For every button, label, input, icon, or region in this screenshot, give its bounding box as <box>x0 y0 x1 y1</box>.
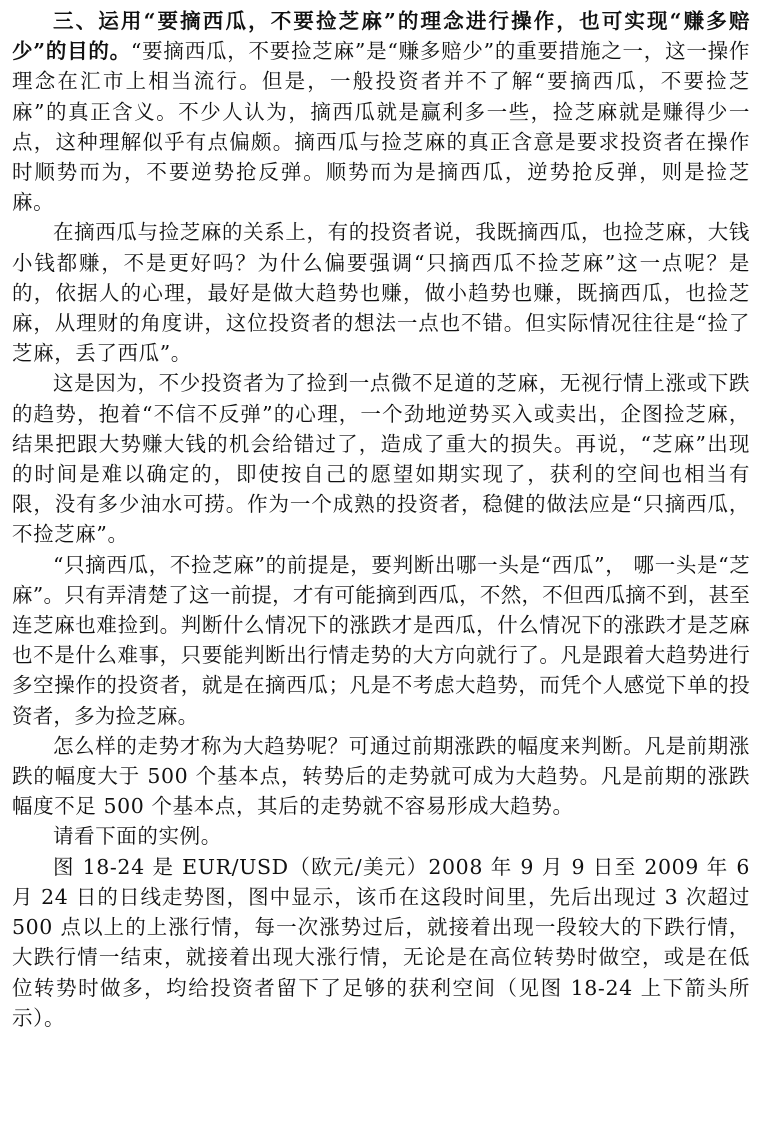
paragraph: “只摘西瓜，不捡芝麻”的前提是，要判断出哪一头是“西瓜”， 哪一头是“芝麻”。只有弄清楚了这一前提，才有可能摘到西瓜，不然，不但西瓜摘不到，甚至连芝麻也难捡到。判断什么情况下的涨跌才是西瓜，什么情况下的涨跌才是芝麻也不是什么难事，只要能判断出行情走势的大方向就行了。凡是跟着大趋势进行多空操作的投资者，就是在摘西瓜；凡是不考虑大趋势，而凭个人感觉下单的投资者，多为捡芝麻。 <box>12 552 750 728</box>
paragraph-text: “要摘西瓜，不要捡芝麻”是“赚多赔少”的重要措施之一，这一操作理念在汇市上相当流行。但是，一般投资者并不了解“要摘西瓜，不要捡芝麻”的真正含义。不少人认为，摘西瓜就是赢利多一些，捡芝麻就是赚得少一点，这种理解似乎有点偏颇。摘西瓜与捡芝麻的真正含意是要求投资者在操作时顺势而为，不要逆势抢反弹。顺势而为是摘西瓜，逆势抢反弹，则是捡芝麻。 <box>12 39 750 215</box>
paragraph-heading <box>12 6 750 217</box>
document-page <box>12 6 750 1033</box>
paragraph: 图 18-24 是 EUR/USD（欧元/美元）2008 年 9 月 9 日至 2009 年 6 月 24 日的日线走势图，图中显示，该币在这段时间里，先后出现过 3 次超过 500 点以上的上涨行情，每一次涨势过后，就接着出现一段较大的下跌行情，大跌行情一结束，就接着出现大涨行情，无论是在高位转势时做空，或是在低位转势时做多，均给投资者留下了足够的获利空间（见图 18-24 上下箭头所示）。 <box>12 854 750 1030</box>
paragraph: 请看下面的实例。 <box>53 824 222 849</box>
paragraph: 这是因为，不少投资者为了捡到一点微不足道的芝麻，无视行情上涨或下跌的趋势，抱着“不信不反弹”的心理，一个劲地逆势买入或卖出，企图捡芝麻，结果把跟大势赚大钱的机会给错过了，造成了重大的损失。再说，“芝麻”出现的时间是难以确定的，即使按自己的愿望如期实现了，获利的空间也相当有限，没有多少油水可捞。作为一个成熟的投资者，稳健的做法应是“只摘西瓜，不捡芝麻”。 <box>12 371 750 547</box>
paragraph: 在摘西瓜与捡芝麻的关系上，有的投资者说，我既摘西瓜，也捡芝麻，大钱小钱都赚，不是更好吗？为什么偏要强调“只摘西瓜不捡芝麻”这一点呢？是的，依据人的心理，最好是做大趋势也赚，做小趋势也赚，既摘西瓜，也捡芝麻，从理财的角度讲，这位投资者的想法一点也不错。但实际情况往往是“捡了芝麻，丢了西瓜”。 <box>12 220 750 366</box>
section-heading: 三、运用“要摘西瓜，不要捡芝麻”的理念进行操作，也可实现“赚多赔少”的目的。 <box>12 9 750 64</box>
paragraph: 怎么样的走势才称为大趋势呢？可通过前期涨跌的幅度来判断。凡是前期涨跌的幅度大于 500 个基本点，转势后的走势就可成为大趋势。凡是前期的涨跌幅度不足 500 个基本点，其后的走势就不容易形成大趋势。 <box>12 733 750 819</box>
